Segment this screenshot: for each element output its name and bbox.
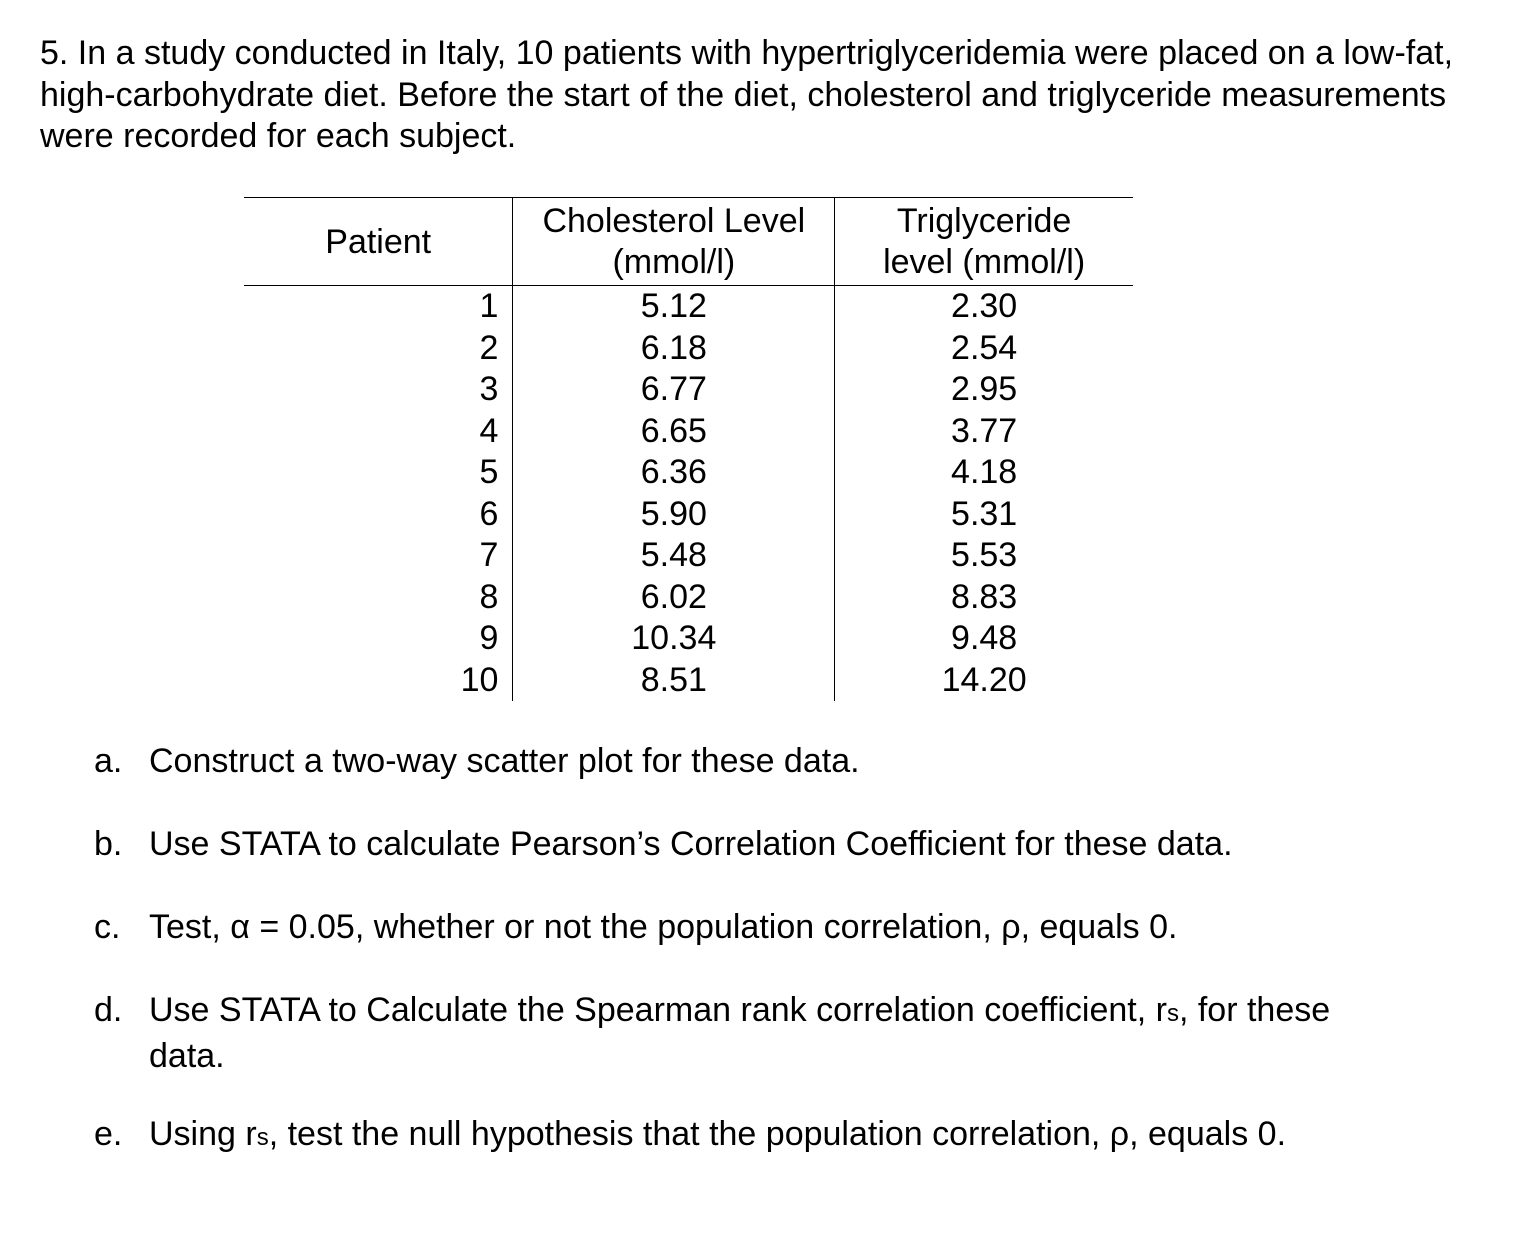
question-letter: a.	[94, 742, 123, 780]
cell-patient: 5	[479, 453, 499, 491]
header-cholesterol	[513, 198, 835, 286]
cell-triglyceride: 4.18	[835, 452, 1133, 494]
question-text	[149, 989, 1394, 1077]
cell-cholesterol: 6.36	[513, 452, 835, 494]
cell-triglyceride: 8.83	[835, 577, 1133, 619]
cell-cholesterol: 6.77	[513, 369, 835, 411]
question-letter: c.	[94, 908, 121, 946]
table-row	[244, 452, 1133, 494]
cell-cholesterol: 10.34	[513, 618, 835, 660]
question-letter: e.	[94, 1115, 123, 1153]
cell-triglyceride: 5.53	[835, 535, 1133, 577]
cell-triglyceride: 2.95	[835, 369, 1133, 411]
cell-patient: 2	[479, 328, 499, 367]
cell-patient: 6	[479, 494, 499, 533]
table-row	[244, 494, 1133, 536]
cell-patient: 4	[479, 411, 499, 450]
question-text: Construct a two-way scatter plot for these data.	[149, 742, 860, 780]
question-letter: d.	[94, 991, 123, 1029]
question-text-part: , test the null hypothesis that the population correlation, ρ, equals 0.	[268, 1115, 1287, 1153]
cell-triglyceride: 3.77	[835, 411, 1133, 453]
subscript-s: s	[1166, 1000, 1179, 1027]
table-row	[244, 535, 1133, 577]
table-row	[244, 286, 1133, 328]
header-triglyceride	[835, 198, 1133, 286]
table-row	[244, 618, 1133, 660]
question-letter: b.	[94, 825, 123, 863]
cell-patient: 1	[479, 287, 499, 325]
table-row	[244, 577, 1133, 619]
cell-patient: 3	[479, 370, 499, 408]
cell-cholesterol: 8.51	[513, 660, 835, 702]
question-text-part: Use STATA to Calculate the Spearman rank correlation coefficient, r	[149, 991, 1167, 1029]
header-triglyceride-line2: level (mmol/l)	[883, 243, 1086, 281]
header-cholesterol-line1: Cholesterol Level	[542, 202, 806, 240]
cell-cholesterol: 6.18	[513, 328, 835, 370]
cell-patient: 10	[460, 660, 499, 699]
question-e	[94, 1113, 1394, 1159]
data-table-container	[244, 197, 1133, 701]
table-header-row	[244, 198, 1133, 286]
question-text-part: Using r	[149, 1115, 257, 1153]
question-text-part: , for these data.	[149, 991, 1331, 1075]
cell-triglyceride: 5.31	[835, 494, 1133, 536]
question-b	[94, 823, 1233, 865]
data-table	[244, 197, 1133, 701]
subscript-s: s	[256, 1124, 269, 1151]
cell-cholesterol: 6.65	[513, 411, 835, 453]
cell-patient: 8	[479, 577, 499, 616]
cell-triglyceride: 2.30	[835, 286, 1133, 328]
cell-patient: 9	[479, 619, 499, 657]
problem-intro: 5. In a study conducted in Italy, 10 patients with hypertriglyceridemia were placed on a low-fat, high-carbohydrate diet. Before the start of the diet, cholesterol and triglyceride measurements were recorded for each subject.	[40, 34, 1454, 155]
cell-cholesterol: 5.90	[513, 494, 835, 536]
question-text: Test, α = 0.05, whether or not the population correlation, ρ, equals 0.	[149, 908, 1178, 946]
table-row	[244, 328, 1133, 370]
cell-triglyceride: 9.48	[835, 618, 1133, 660]
cell-triglyceride: 2.54	[835, 328, 1133, 370]
table-row	[244, 369, 1133, 411]
table-row	[244, 660, 1133, 702]
cell-cholesterol: 5.48	[513, 535, 835, 577]
header-triglyceride-line1: Triglyceride	[896, 202, 1072, 240]
question-c	[94, 906, 1177, 948]
cell-triglyceride: 14.20	[835, 660, 1133, 702]
question-a	[94, 740, 860, 782]
question-text	[149, 1113, 1394, 1159]
question-d	[94, 989, 1394, 1077]
cell-cholesterol: 5.12	[513, 286, 835, 328]
cell-patient: 7	[479, 536, 499, 574]
header-cholesterol-line2: (mmol/l)	[612, 243, 736, 281]
cell-cholesterol: 6.02	[513, 577, 835, 619]
table-row	[244, 411, 1133, 453]
header-patient: Patient	[244, 198, 513, 286]
question-text: Use STATA to calculate Pearson’s Correlation Coefficient for these data.	[149, 825, 1233, 863]
